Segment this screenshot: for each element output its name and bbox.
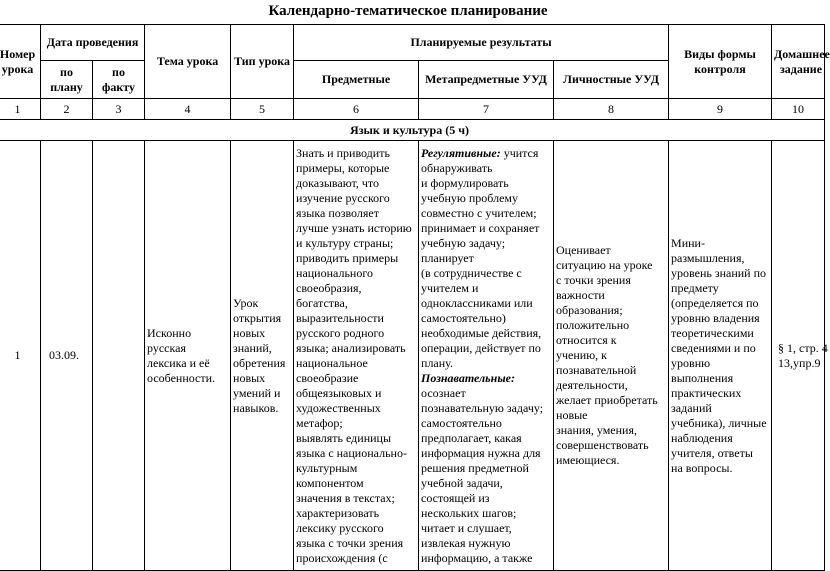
- header-number: Номер урока: [0, 25, 41, 99]
- personal-results-lines: [556, 243, 666, 468]
- regulative-line: [421, 146, 551, 161]
- text-line: заданий: [671, 400, 712, 415]
- text-line: извлекая нужную: [421, 535, 511, 550]
- text-line: своеобразия,: [296, 280, 362, 295]
- lesson-type-lines: [233, 296, 291, 416]
- text-line: характеризовать: [296, 505, 380, 520]
- text-line: художественных: [296, 400, 381, 415]
- cognitive-label: Познавательные:: [421, 370, 515, 385]
- text-line: своеобразие: [296, 370, 359, 385]
- text-line: плану.: [421, 355, 453, 370]
- text-line: наблюдения: [671, 430, 733, 445]
- text-line: доказывают, что: [296, 175, 380, 190]
- text-line: происхождения (с: [296, 550, 388, 565]
- regulative-label: Регулятивные:: [421, 145, 501, 160]
- text-line: выявлять единицы: [296, 430, 392, 445]
- text-line: языка; анализировать: [296, 340, 406, 355]
- meta-results: [419, 141, 554, 571]
- homework: [772, 141, 828, 571]
- text-line: нескольких шагов;: [421, 505, 517, 520]
- section-title: Язык и культура (5 ч): [0, 120, 825, 141]
- text-line: русская: [147, 340, 187, 355]
- text-line: новые: [556, 408, 588, 422]
- text-line: русского родного: [296, 325, 385, 340]
- text-line: учебную задачу;: [421, 235, 506, 250]
- text-line: образования;: [556, 303, 623, 317]
- text-line: учебника), личные: [671, 415, 767, 430]
- page-title: Календарно-тематическое планирование: [268, 3, 548, 19]
- text-line: размышления,: [671, 250, 745, 265]
- text-line: читает и слушает,: [421, 520, 512, 535]
- text-line: обретения: [233, 355, 286, 370]
- lesson-type: [231, 141, 294, 571]
- header-date-plan: по плану: [41, 61, 93, 99]
- text-line: 13,упр.9: [778, 355, 821, 370]
- text-line: лексику русского: [296, 520, 384, 535]
- text-line: осознает: [421, 385, 466, 400]
- text-line: положительно: [556, 318, 630, 332]
- text-line: совершенствовать: [556, 438, 649, 452]
- text-line: обнаруживать: [421, 160, 493, 175]
- text-line: языка с точки зрения: [296, 535, 404, 550]
- text-line: учебной задачи,: [421, 475, 503, 490]
- text-line: предмету: [671, 280, 719, 295]
- planning-table: [0, 24, 830, 571]
- text-line: ситуацию на уроке: [556, 258, 653, 272]
- text-line: сведениями и по: [671, 340, 756, 355]
- column-number-9: 9: [669, 99, 772, 120]
- text-line: изучение русского: [296, 190, 390, 205]
- text-line: необходимые действия,: [421, 325, 542, 340]
- text-line: и культуру страны;: [296, 235, 394, 250]
- text-line: Знать и приводить: [296, 145, 390, 160]
- column-number-8: 8: [554, 99, 669, 120]
- control-forms-lines: [671, 236, 769, 476]
- lesson-date-fact: [93, 141, 145, 571]
- lesson-topic: [145, 141, 231, 571]
- lesson-date-plan: 03.09.: [41, 141, 93, 571]
- text-line: желает приобретать: [556, 393, 658, 407]
- text-line: уровню владения: [671, 310, 760, 325]
- column-number-6: 6: [294, 99, 419, 120]
- text-line: приводить примеры: [296, 250, 399, 265]
- text-line: и формулировать: [421, 175, 509, 190]
- text-line: лучше узнать историю: [296, 220, 412, 235]
- text-line: учению, к: [556, 348, 608, 362]
- text-line: (определяется по: [671, 295, 759, 310]
- column-number-1: 1: [0, 99, 41, 120]
- column-number-10: 10: [772, 99, 825, 120]
- text-line: языка позволяет: [296, 205, 379, 220]
- lesson-topic-lines: [147, 326, 228, 386]
- text-line: лексика и её: [147, 355, 210, 370]
- text-line: умений и: [233, 385, 281, 400]
- subject-results: [294, 141, 419, 571]
- text-line: информация нужна для: [421, 445, 541, 460]
- text-line: учителем и: [421, 280, 479, 295]
- text-line: решения предметной: [421, 460, 529, 475]
- personal-results: [554, 141, 669, 571]
- text-line: языка с национально-: [296, 445, 407, 460]
- text-line: национального: [296, 265, 373, 280]
- text-line: открытия: [233, 310, 282, 325]
- text-line: значения в текстах;: [296, 490, 395, 505]
- text-line: уровень знаний по: [671, 265, 767, 280]
- header-topic: Тема урока: [145, 25, 231, 99]
- header-personal: Личностные УУД: [554, 61, 669, 99]
- text-line: Исконно: [147, 325, 192, 340]
- regulative-lines: [421, 161, 551, 371]
- text-line: общеязыковых и: [296, 385, 382, 400]
- column-number-7: 7: [419, 99, 554, 120]
- text-line: учебную проблему: [421, 190, 519, 205]
- text-line: навыков.: [233, 400, 279, 415]
- text-line: познавательную задачу;: [421, 400, 544, 415]
- text-line: состоящей из: [421, 490, 490, 505]
- column-number-2: 2: [41, 99, 93, 120]
- column-number-3: 3: [93, 99, 145, 120]
- text-line: одноклассниками или: [421, 295, 533, 310]
- text-line: § 1, стр. 4: [778, 340, 828, 355]
- text-line: информацию, а также: [421, 550, 533, 565]
- text-line: Оценивает: [556, 243, 611, 257]
- text-line: планирует: [421, 250, 474, 265]
- column-number-5: 5: [231, 99, 294, 120]
- text-line: примеры, которые: [296, 160, 390, 175]
- text-line: выполнения: [671, 370, 734, 385]
- lesson-number: 1: [0, 141, 41, 571]
- text-line: новых: [233, 370, 266, 385]
- text-line: совместно с учителем;: [421, 205, 537, 220]
- text-line: особенности.: [147, 370, 216, 385]
- header-planned-results: Планируемые результаты: [294, 25, 669, 61]
- text-line: важности: [556, 288, 605, 302]
- text-line: (в сотрудничестве с: [421, 265, 522, 280]
- text-line: компонентом: [296, 475, 364, 490]
- text-line: познавательной: [556, 363, 637, 377]
- header-control: Виды формы контроля: [669, 25, 772, 99]
- text-line: самостоятельно: [421, 415, 502, 430]
- text-line: теоретическими: [671, 325, 754, 340]
- text-line: имеющиеся.: [556, 453, 620, 467]
- text-line: метафор;: [296, 415, 343, 430]
- header-homework: Домашнее задание: [772, 25, 825, 99]
- text-line: на вопросы.: [671, 460, 733, 475]
- cognitive-lines: [421, 386, 551, 566]
- text-line: самостоятельно): [421, 310, 506, 325]
- text-line: выразительности: [296, 310, 384, 325]
- text-line: операции, действует по: [421, 340, 541, 355]
- text-line: деятельности,: [556, 378, 628, 392]
- text-line: богатства,: [296, 295, 348, 310]
- control-forms: [669, 141, 772, 571]
- text-line: практических: [671, 385, 742, 400]
- text-line: новых: [233, 325, 266, 340]
- text-line: принимает и сохраняет: [421, 220, 540, 235]
- text-line: национальное: [296, 355, 368, 370]
- text-line: учителя, ответы: [671, 445, 753, 460]
- header-date: Дата проведения: [41, 25, 145, 61]
- regulative-first: учится: [500, 145, 539, 160]
- text-line: Урок: [233, 295, 259, 310]
- text-line: знания, умения,: [556, 423, 637, 437]
- header-date-fact: по факту: [93, 61, 145, 99]
- header-type: Тип урока: [231, 25, 294, 99]
- text-line: знаний,: [233, 340, 272, 355]
- header-meta: Метапредметные УУД: [419, 61, 554, 99]
- subject-results-lines: [296, 146, 416, 566]
- homework-lines: [778, 340, 828, 371]
- header-subject: Предметные: [294, 61, 419, 99]
- text-line: уровню: [671, 355, 711, 370]
- text-line: Мини-: [671, 235, 705, 250]
- text-line: с точки зрения: [556, 273, 631, 287]
- column-number-4: 4: [145, 99, 231, 120]
- text-line: культурным: [296, 460, 358, 475]
- text-line: относится к: [556, 333, 617, 347]
- text-line: предполагает, какая: [421, 430, 522, 445]
